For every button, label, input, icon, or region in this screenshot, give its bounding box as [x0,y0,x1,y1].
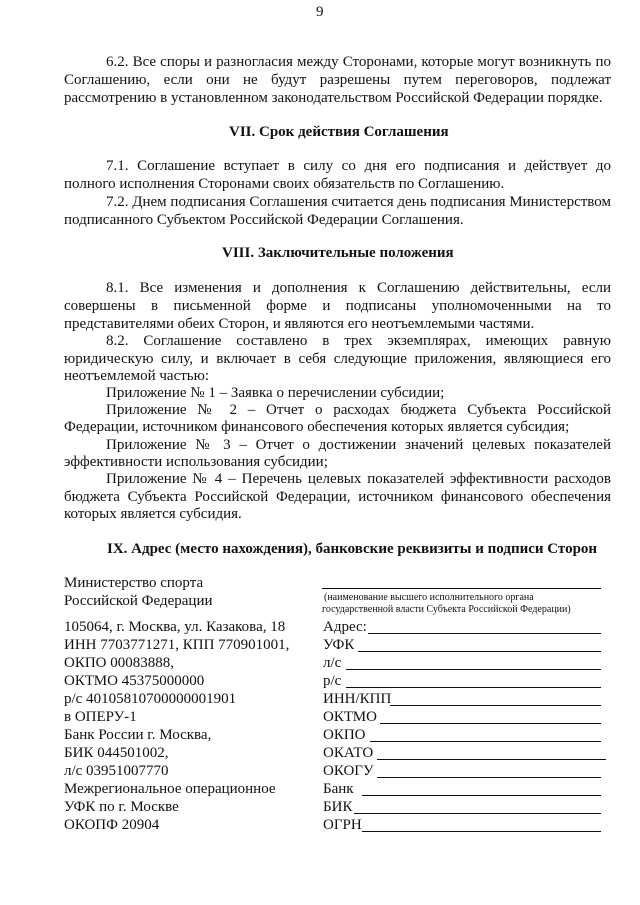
para-6-2-line-3: рассмотрению в установленном законодательством Российской Федерации порядке. [64,90,603,106]
left-party-line: р/с 40105810700000001901 [64,691,237,707]
left-party-line: Российской Федерации [64,593,213,609]
left-party-line: ОКОПФ 20904 [64,817,160,833]
left-party-line: л/с 03951007770 [64,763,169,779]
page-number: 9 [316,4,324,20]
para-6-2-line-1: 6.2. Все споры и разногласия между Сторонами, которые могут возникнуть по [106,54,611,70]
appendix-1: Приложение № 1 – Заявка о перечислении субсидии; [106,385,445,401]
field-line-address [368,633,601,634]
section-9-title: IX. Адрес (место нахождения), банковские реквизиты и подписи Сторон [107,541,598,557]
appendix-4-line-3: которых является субсидия. [64,506,242,522]
field-label-ufk: УФК [323,637,355,653]
field-label-okogu: ОКОГУ [323,763,374,779]
section-7-title: VII. Срок действия Соглашения [229,124,449,140]
field-label-okpo: ОКПО [323,727,366,743]
appendix-3-line-1: Приложение № 3 – Отчет о достижении значений целевых показателей [106,437,611,453]
para-8-2-line-3: неотъемлемой частью: [64,368,209,384]
field-label-inn-kpp: ИНН/КПП [323,691,392,707]
field-line-rs [346,687,601,688]
field-label-rs: р/с [323,673,342,689]
appendix-2-line-2: Федерации, источником финансового обеспечения которых является субсидия; [64,419,570,435]
left-party-line: УФК по г. Москве [64,799,179,815]
left-party-line: ОКПО 00083888, [64,655,175,671]
para-8-1-line-1: 8.1. Все изменения и дополнения к Соглашению действительны, если [106,280,611,296]
field-line-oktmo [380,723,601,724]
field-line-okato [377,759,606,760]
field-label-ls: л/с [323,655,342,671]
para-8-1-line-2: совершены в письменной форме и подписаны уполномоченными на то [64,298,611,314]
party-name-caption: (наименование высшего исполнительного органа [324,592,534,603]
field-line-okpo [370,741,601,742]
left-party-line: Межрегиональное операционное [64,781,276,797]
para-7-2-line-2: подписанного Субъектом Российской Федерации Соглашения. [64,212,464,228]
left-party-line: Банк России г. Москва, [64,727,212,743]
field-line-okogu [377,777,601,778]
field-label-address: Адрес: [323,619,367,635]
field-line-inn-kpp [390,705,601,706]
para-8-1-line-3: представителями обеих Сторон, и являются его неотъемлемыми частями. [64,316,535,332]
section-8-title: VIII. Заключительные положения [222,245,454,261]
party-name-caption: государственной власти Субъекта Российской Федерации) [322,604,571,615]
para-7-1-line-1: 7.1. Соглашение вступает в силу со дня его подписания и действует до [106,158,611,174]
field-line-bank [362,795,601,796]
appendix-3-line-2: эффективности использования субсидии; [64,454,328,470]
field-line-bik [354,813,601,814]
field-label-ogrn: ОГРН [323,817,362,833]
party-name-line [322,588,601,589]
left-party-line: в ОПЕРУ-1 [64,709,137,725]
para-7-1-line-2: полного исполнения Сторонами своих обязательств по Соглашению. [64,176,505,192]
field-line-ls [346,669,601,670]
field-line-ogrn [362,831,601,832]
field-label-oktmo: ОКТМО [323,709,377,725]
appendix-4-line-1: Приложение № 4 – Перечень целевых показателей эффективности расходов [106,471,611,487]
left-party-line: ИНН 7703771271, КПП 770901001, [64,637,290,653]
para-8-2-line-2: юридическую силу, и включает в себя следующие приложения, являющиеся его [64,351,611,367]
field-label-bik: БИК [323,799,353,815]
field-label-bank: Банк [323,781,354,797]
para-8-2-line-1: 8.2. Соглашение составлено в трех экземплярах, имеющих равную [106,333,611,349]
appendix-2-line-1: Приложение № 2 – Отчет о расходах бюджета Субъекта Российской [106,402,611,418]
field-label-okato: ОКАТО [323,745,374,761]
left-party-line: БИК 044501002, [64,745,169,761]
para-6-2-line-2: Соглашению, если они не будут разрешены путем переговоров, подлежат [64,72,611,88]
appendix-4-line-2: бюджета Субъекта Российской Федерации, источником финансового обеспечения [64,489,611,505]
left-party-line: ОКТМО 45375000000 [64,673,205,689]
field-line-ufk [358,651,601,652]
para-7-2-line-1: 7.2. Днем подписания Соглашения считается день подписания Министерством [106,194,611,210]
left-party-line: Министерство спорта [64,575,204,591]
left-party-line: 105064, г. Москва, ул. Казакова, 18 [64,619,286,635]
